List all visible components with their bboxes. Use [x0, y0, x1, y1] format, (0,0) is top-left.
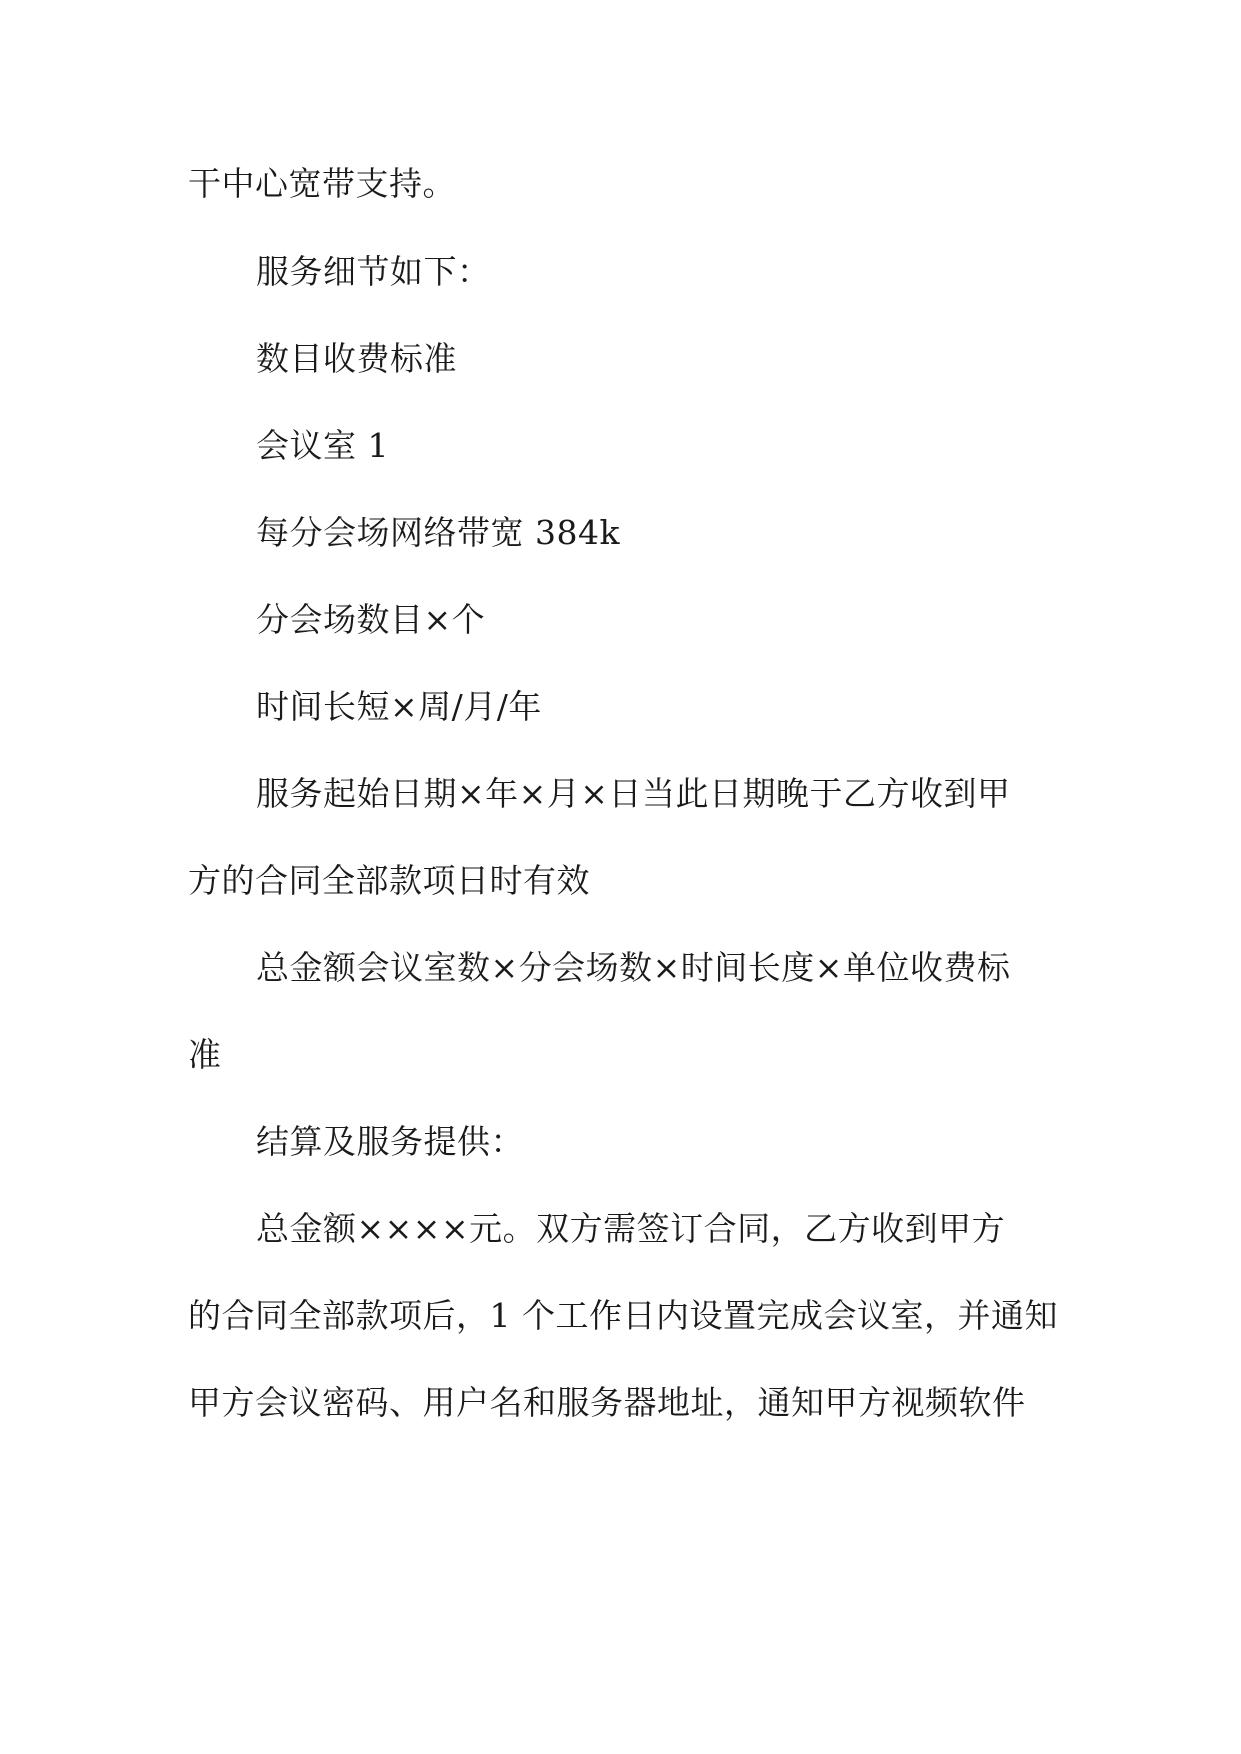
duration-line: 时间长短×周/月/年	[256, 687, 542, 726]
paragraph-continuation: 干中心宽带支持。	[188, 164, 456, 203]
settlement-paragraph-line-2: 的合同全部款项后，1 个工作日内设置完成会议室，并通知	[188, 1296, 1058, 1335]
branch-venue-count-line: 分会场数目×个	[256, 600, 486, 639]
settlement-heading: 结算及服务提供：	[256, 1122, 524, 1161]
start-date-line: 服务起始日期×年×月×日当此日期晚于乙方收到甲	[256, 774, 1011, 813]
settlement-paragraph-line-3: 甲方会议密码、用户名和服务器地址，通知甲方视频软件	[188, 1383, 1026, 1422]
bandwidth-line: 每分会场网络带宽 384k	[256, 513, 620, 552]
meeting-room-line: 会议室 1	[256, 426, 389, 465]
settlement-paragraph-line-1: 总金额××××元。双方需签订合同，乙方收到甲方	[256, 1209, 1006, 1248]
total-amount-formula-line: 总金额会议室数×分会场数×时间长度×单位收费标	[256, 948, 1011, 987]
total-amount-formula-line-continued: 准	[188, 1035, 222, 1074]
fee-standard-line: 数目收费标准	[256, 339, 457, 378]
start-date-line-continued: 方的合同全部款项日时有效	[188, 861, 590, 900]
service-details-heading: 服务细节如下：	[256, 252, 491, 291]
